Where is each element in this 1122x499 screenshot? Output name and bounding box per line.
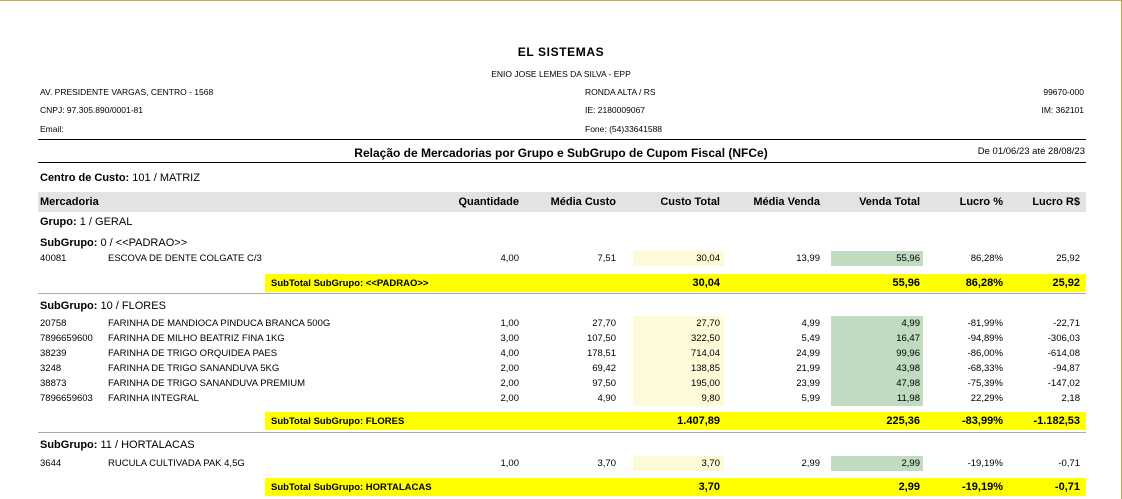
- subgroup-label: SubGrupo:: [40, 300, 98, 312]
- subtotal-profit-pct: 86,28%: [965, 277, 1003, 289]
- owner-name: ENIO JOSE LEMES DA SILVA - EPP: [491, 69, 631, 79]
- item-quantity: 1,00: [500, 318, 519, 329]
- item-profit-rs: -0,71: [1058, 458, 1080, 469]
- item-code: 7896659603: [40, 393, 93, 404]
- subgroup-value: 0 / <<PADRAO>>: [100, 237, 188, 249]
- item-profit-pct: -86,00%: [967, 348, 1003, 359]
- item-sale-total: 55,96: [896, 253, 920, 264]
- item-avg-cost: 178,51: [586, 348, 616, 359]
- item-avg-sale: 13,99: [796, 253, 820, 264]
- item-cost-total: 27,70: [696, 318, 720, 329]
- item-quantity: 2,00: [500, 378, 519, 389]
- item-cost-total: 3,70: [701, 458, 720, 469]
- subgroup-value: 11 / HORTALACAS: [100, 439, 195, 451]
- item-profit-rs: -306,03: [1047, 333, 1080, 344]
- item-sale-total: 11,98: [896, 393, 920, 404]
- item-avg-cost: 69,42: [592, 363, 616, 374]
- col-lucro-pct: Lucro %: [959, 196, 1003, 208]
- item-sale-total: 16,47: [896, 333, 920, 344]
- subtotal-profit-rs: -1.182,53: [1033, 415, 1080, 427]
- item-quantity: 3,00: [500, 333, 519, 344]
- item-profit-pct: -19,19%: [967, 458, 1003, 469]
- item-code: 3248: [40, 363, 62, 374]
- item-description: FARINHA DE MANDIOCA PINDUCA BRANCA 500G: [108, 318, 331, 329]
- item-sale-total: 99,96: [896, 348, 920, 359]
- col-media-venda: Média Venda: [753, 196, 820, 208]
- col-media-custo: Média Custo: [550, 196, 616, 208]
- company-city: RONDA ALTA / RS: [585, 87, 656, 97]
- item-description: FARINHA INTEGRAL: [108, 393, 199, 404]
- item-avg-sale: 24,99: [796, 348, 820, 359]
- item-profit-rs: 25,92: [1056, 253, 1080, 264]
- company-phone: Fone: (54)33641588: [585, 124, 663, 134]
- item-description: FARINHA DE TRIGO SANANDUVA 5KG: [108, 363, 280, 374]
- company-ie: IE: 2180009067: [585, 105, 646, 115]
- item-avg-cost: 97,50: [592, 378, 616, 389]
- subtotal-sale-total: 55,96: [892, 277, 920, 289]
- item-code: 3644: [40, 458, 62, 469]
- item-cost-total: 9,80: [701, 393, 720, 404]
- item-sale-total: 43,98: [896, 363, 920, 374]
- subtotal-sale-total: 2,99: [898, 481, 920, 493]
- item-cost-total: 138,85: [690, 363, 720, 374]
- cost-center: [40, 172, 200, 184]
- subtotal-label: SubTotal SubGrupo: FLORES: [271, 416, 405, 427]
- subtotal-profit-pct: -19,19%: [962, 481, 1003, 493]
- subtotal-sale-total: 225,36: [886, 415, 920, 427]
- subtotal-profit-rs: 25,92: [1052, 277, 1080, 289]
- item-avg-cost: 7,51: [597, 253, 616, 264]
- item-description: FARINHA DE MILHO BEATRIZ FINA 1KG: [108, 333, 285, 344]
- item-cost-total: 30,04: [696, 253, 720, 264]
- company-cep: 99670-000: [1043, 87, 1084, 97]
- item-description: FARINHA DE TRIGO SANANDUVA PREMIUM: [108, 378, 306, 389]
- company-email: Email:: [40, 124, 64, 134]
- subgroup-value: 10 / FLORES: [100, 300, 166, 312]
- item-quantity: 2,00: [500, 393, 519, 404]
- item-profit-pct: -75,39%: [967, 378, 1003, 389]
- item-profit-pct: 86,28%: [970, 253, 1003, 264]
- item-quantity: 2,00: [500, 363, 519, 374]
- company-cnpj: CNPJ: 97.305.890/0001-81: [40, 105, 144, 115]
- item-profit-rs: 2,18: [1061, 393, 1080, 404]
- item-description: FARINHA DE TRIGO ORQUIDEA PAES: [108, 348, 278, 359]
- col-mercadoria: Mercadoria: [40, 196, 99, 208]
- item-profit-pct: -81,99%: [967, 318, 1003, 329]
- cost-center-value: 101 / MATRIZ: [132, 172, 200, 184]
- item-code: 40081: [40, 253, 67, 264]
- company-im: IM: 362101: [1041, 105, 1084, 115]
- col-custo-total: Custo Total: [660, 196, 720, 208]
- item-profit-rs: -94,87: [1053, 363, 1080, 374]
- company-address: AV. PRESIDENTE VARGAS, CENTRO - 1568: [40, 87, 214, 97]
- item-avg-cost: 27,70: [592, 318, 616, 329]
- item-avg-sale: 21,99: [796, 363, 820, 374]
- header-divider-top: [38, 139, 1086, 140]
- item-avg-sale: 5,99: [801, 393, 820, 404]
- subgroup-header: [40, 439, 195, 451]
- subtotal-cost-total: 30,04: [692, 277, 720, 289]
- subgroup-divider: [38, 293, 1086, 294]
- item-description: ESCOVA DE DENTE COLGATE C/3: [108, 253, 262, 264]
- item-description: RUCULA CULTIVADA PAK 4,5G: [108, 458, 245, 469]
- item-quantity: 1,00: [500, 458, 519, 469]
- item-cost-total: 322,50: [690, 333, 720, 344]
- item-avg-sale: 5,49: [801, 333, 820, 344]
- item-code: 7896659600: [40, 333, 93, 344]
- cost-center-label: Centro de Custo:: [40, 172, 130, 184]
- item-cost-total: 714,04: [690, 348, 720, 359]
- company-name: EL SISTEMAS: [517, 45, 605, 59]
- subtotal-profit-pct: -83,99%: [962, 415, 1003, 427]
- subgroup-label: SubGrupo:: [40, 439, 98, 451]
- item-avg-sale: 23,99: [796, 378, 820, 389]
- item-profit-rs: -147,02: [1047, 378, 1080, 389]
- item-quantity: 4,00: [500, 348, 519, 359]
- item-avg-cost: 3,70: [597, 458, 616, 469]
- item-code: 20758: [40, 318, 67, 329]
- item-quantity: 4,00: [500, 253, 519, 264]
- subtotal-cost-total: 3,70: [698, 481, 720, 493]
- report-title: Relação de Mercadorias por Grupo e SubGrupo de Cupom Fiscal (NFCe): [354, 146, 768, 160]
- item-profit-pct: 22,29%: [970, 393, 1003, 404]
- item-profit-rs: -614,08: [1047, 348, 1080, 359]
- item-sale-total: 47,98: [896, 378, 920, 389]
- col-venda-total: Venda Total: [859, 196, 920, 208]
- item-avg-sale: 4,99: [801, 318, 820, 329]
- col-quantidade: Quantidade: [458, 196, 519, 208]
- group-header: [40, 216, 132, 228]
- subgroup-header: [40, 300, 166, 312]
- group-value: 1 / GERAL: [79, 216, 133, 228]
- subgroup-header: [40, 237, 187, 249]
- header-divider-bottom: [38, 162, 1086, 163]
- item-sale-total: 2,99: [901, 458, 920, 469]
- item-avg-cost: 4,90: [597, 393, 616, 404]
- group-label: Grupo:: [40, 216, 77, 228]
- subgroup-divider: [38, 432, 1086, 433]
- item-code: 38873: [40, 378, 67, 389]
- item-profit-pct: -68,33%: [967, 363, 1003, 374]
- subtotal-label: SubTotal SubGrupo: HORTALACAS: [271, 482, 432, 493]
- subgroup-label: SubGrupo:: [40, 237, 98, 249]
- item-profit-pct: -94,89%: [967, 333, 1003, 344]
- item-sale-total: 4,99: [901, 318, 920, 329]
- item-avg-sale: 2,99: [801, 458, 820, 469]
- item-profit-rs: -22,71: [1053, 318, 1080, 329]
- subtotal-profit-rs: -0,71: [1054, 481, 1080, 493]
- subtotal-cost-total: 1.407,89: [677, 415, 720, 427]
- item-code: 38239: [40, 348, 67, 359]
- col-lucro-rs: Lucro R$: [1032, 196, 1080, 208]
- item-cost-total: 195,00: [690, 378, 720, 389]
- subtotal-label: SubTotal SubGrupo: <<PADRAO>>: [271, 278, 429, 289]
- report-period: De 01/06/23 até 28/08/23: [977, 146, 1085, 157]
- item-avg-cost: 107,50: [586, 333, 616, 344]
